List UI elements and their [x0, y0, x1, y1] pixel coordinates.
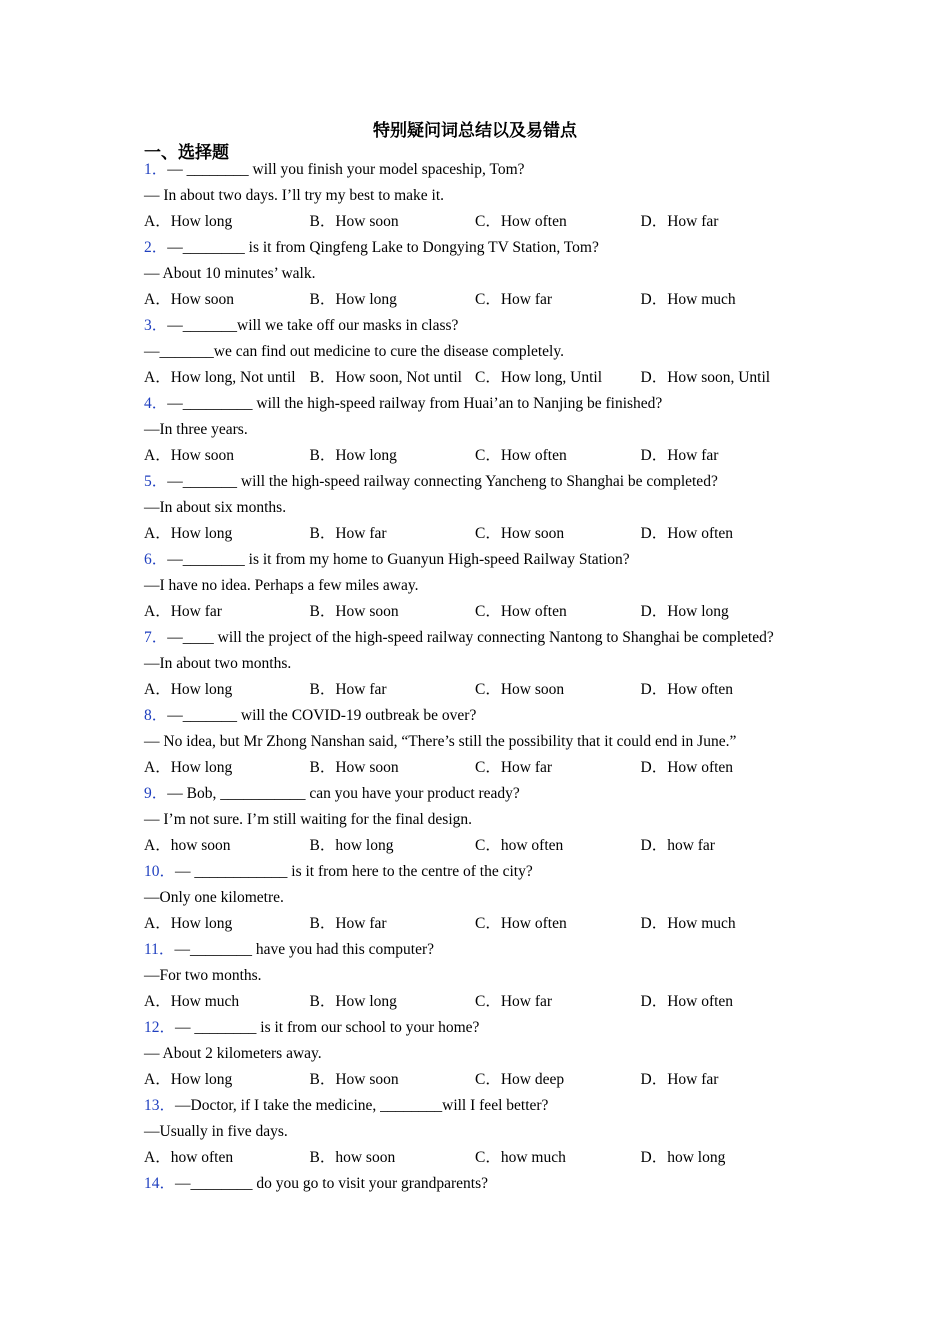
question-stem [144, 547, 794, 573]
question-number: 5． [144, 473, 168, 490]
question-item [144, 547, 794, 625]
question-item [144, 391, 794, 469]
question-item [144, 313, 794, 391]
question-stem [144, 1093, 794, 1119]
answer-line: — In about two days. I’ll try my best to make it. [144, 187, 445, 204]
question-item [144, 469, 794, 547]
answer-line: —Only one kilometre. [144, 889, 284, 906]
question-number: 10． [144, 863, 176, 880]
option-a[interactable]: A．How much [144, 993, 240, 1010]
answer-line: — About 2 kilometers away. [144, 1045, 322, 1062]
option-d[interactable]: D．How long [640, 603, 729, 620]
option-c[interactable]: C．How often [475, 213, 567, 230]
options-row [144, 599, 794, 625]
question-item [144, 1015, 794, 1093]
option-b[interactable]: B．How soon [309, 1071, 399, 1088]
options-row [144, 677, 794, 703]
question-stem [144, 391, 794, 417]
question-stem [144, 1015, 794, 1041]
question-text: — ________ is it from our school to your home? [175, 1019, 480, 1036]
option-c[interactable]: C．How soon [475, 525, 565, 542]
question-number: 1． [144, 161, 168, 178]
option-d[interactable]: D．How often [640, 759, 734, 776]
option-d[interactable]: D．How much [640, 915, 736, 932]
option-b[interactable]: B．How far [309, 681, 387, 698]
option-c[interactable]: C．how much [475, 1149, 566, 1166]
question-number: 9． [144, 785, 168, 802]
question-stem [144, 703, 794, 729]
question-number: 6． [144, 551, 168, 568]
question-number: 3． [144, 317, 168, 334]
option-d[interactable]: D．How far [640, 213, 719, 230]
options-row [144, 287, 794, 313]
option-a[interactable]: A．How far [144, 603, 222, 620]
option-d[interactable]: D．How far [640, 1071, 719, 1088]
answer-line: — About 10 minutes’ walk. [144, 265, 316, 282]
question-stem [144, 1171, 794, 1197]
question-text: —_________ will the high-speed railway from Huai’an to Nanjing be finished? [167, 395, 663, 412]
option-a[interactable]: A．How long [144, 525, 233, 542]
question-item [144, 1171, 794, 1197]
option-d[interactable]: D．how long [640, 1149, 726, 1166]
question-item [144, 625, 794, 703]
question-number: 11． [144, 941, 175, 958]
option-a[interactable]: A．How long [144, 915, 233, 932]
question-item [144, 937, 794, 1015]
question-item [144, 859, 794, 937]
question-stem [144, 937, 794, 963]
option-b[interactable]: B．How long [309, 447, 397, 464]
question-text: —____ will the project of the high-speed railway connecting Nantong to Shanghai be completed? [167, 629, 774, 646]
option-a[interactable]: A．How long [144, 681, 233, 698]
question-stem [144, 625, 794, 651]
question-stem [144, 859, 794, 885]
question-stem [144, 781, 794, 807]
option-c[interactable]: C．How soon [475, 681, 565, 698]
option-c[interactable]: C．How often [475, 915, 567, 932]
options-row [144, 521, 794, 547]
answer-line: — I’m not sure. I’m still waiting for the final design. [144, 811, 473, 828]
question-number: 8． [144, 707, 168, 724]
option-b[interactable]: B．How long [309, 993, 397, 1010]
answer-line: — No idea, but Mr Zhong Nanshan said, “There’s still the possibility that it could end in June.” [144, 733, 737, 750]
answer-line: —In about six months. [144, 499, 287, 516]
answer-line: —In three years. [144, 421, 248, 438]
question-number: 7． [144, 629, 168, 646]
option-c[interactable]: C．How far [475, 759, 553, 776]
option-b[interactable]: B．How far [309, 915, 387, 932]
question-stem [144, 469, 794, 495]
question-text: —________ is it from Qingfeng Lake to Dongying TV Station, Tom? [167, 239, 599, 256]
question-text: —________ is it from my home to Guanyun High-speed Railway Station? [167, 551, 630, 568]
question-stem [144, 235, 794, 261]
option-c[interactable]: C．How deep [475, 1071, 565, 1088]
option-d[interactable]: D．How much [640, 291, 736, 308]
question-number: 12． [144, 1019, 176, 1036]
page-title: 特别疑问词总结以及易错点 [373, 121, 577, 141]
option-b[interactable]: B．How far [309, 525, 387, 542]
option-a[interactable]: A．how soon [144, 837, 231, 854]
options-row [144, 365, 794, 391]
question-text: —_______will we take off our masks in class? [167, 317, 459, 334]
question-item [144, 157, 794, 235]
option-b[interactable]: B．How soon [309, 759, 399, 776]
question-number: 4． [144, 395, 168, 412]
question-number: 2． [144, 239, 168, 256]
answer-line: —For two months. [144, 967, 262, 984]
question-item [144, 781, 794, 859]
answer-line: —Usually in five days. [144, 1123, 288, 1140]
option-c[interactable]: C．how often [475, 837, 564, 854]
option-a[interactable]: A．How soon [144, 447, 234, 464]
option-c[interactable]: C．How often [475, 447, 567, 464]
answer-line: —In about two months. [144, 655, 292, 672]
option-a[interactable]: A．How soon [144, 291, 234, 308]
option-b[interactable]: B．how long [309, 837, 394, 854]
question-list [144, 157, 794, 1197]
option-a[interactable]: A．How long [144, 759, 233, 776]
options-row [144, 833, 794, 859]
answer-line: —_______we can find out medicine to cure the disease completely. [144, 343, 564, 360]
question-text: —_______ will the COVID-19 outbreak be over? [167, 707, 477, 724]
options-row [144, 755, 794, 781]
option-d[interactable]: D．How soon, Until [640, 369, 771, 386]
option-d[interactable]: D．how far [640, 837, 715, 854]
section-heading: 一、选择题 [144, 143, 229, 163]
options-row [144, 989, 794, 1015]
question-text: —Doctor, if I take the medicine, ________will I feel better? [175, 1097, 549, 1114]
option-d[interactable]: D．How often [640, 681, 734, 698]
answer-line: —I have no idea. Perhaps a few miles away. [144, 577, 419, 594]
option-a[interactable]: A．How long, Not until [144, 369, 296, 386]
option-b[interactable]: B．how soon [309, 1149, 396, 1166]
options-row [144, 1067, 794, 1093]
option-a[interactable]: A．How long [144, 213, 233, 230]
option-a[interactable]: A．how often [144, 1149, 234, 1166]
option-b[interactable]: B．How soon, Not until [309, 369, 462, 386]
question-stem [144, 157, 794, 183]
question-text: —________ do you go to visit your grandparents? [175, 1175, 488, 1192]
option-b[interactable]: B．How soon [309, 213, 399, 230]
options-row [144, 911, 794, 937]
options-row [144, 1145, 794, 1171]
option-b[interactable]: B．How long [309, 291, 397, 308]
question-item [144, 235, 794, 313]
question-text: — Bob, ___________ can you have your product ready? [167, 785, 520, 802]
question-stem [144, 313, 794, 339]
option-c[interactable]: C．How long, Until [475, 369, 603, 386]
question-text: —_______ will the high-speed railway connecting Yancheng to Shanghai be completed? [167, 473, 718, 490]
question-text: — ________ will you finish your model spaceship, Tom? [167, 161, 525, 178]
option-d[interactable]: D．How often [640, 993, 734, 1010]
option-d[interactable]: D．How often [640, 525, 734, 542]
question-item [144, 1093, 794, 1171]
option-a[interactable]: A．How long [144, 1071, 233, 1088]
option-c[interactable]: C．How far [475, 993, 553, 1010]
question-text: —________ have you had this computer? [174, 941, 435, 958]
option-b[interactable]: B．How soon [309, 603, 399, 620]
question-text: — ____________ is it from here to the centre of the city? [175, 863, 533, 880]
option-c[interactable]: C．How far [475, 291, 553, 308]
question-item [144, 703, 794, 781]
question-number: 14． [144, 1175, 176, 1192]
option-c[interactable]: C．How often [475, 603, 567, 620]
option-d[interactable]: D．How far [640, 447, 719, 464]
options-row [144, 443, 794, 469]
question-number: 13． [144, 1097, 176, 1114]
options-row [144, 209, 794, 235]
